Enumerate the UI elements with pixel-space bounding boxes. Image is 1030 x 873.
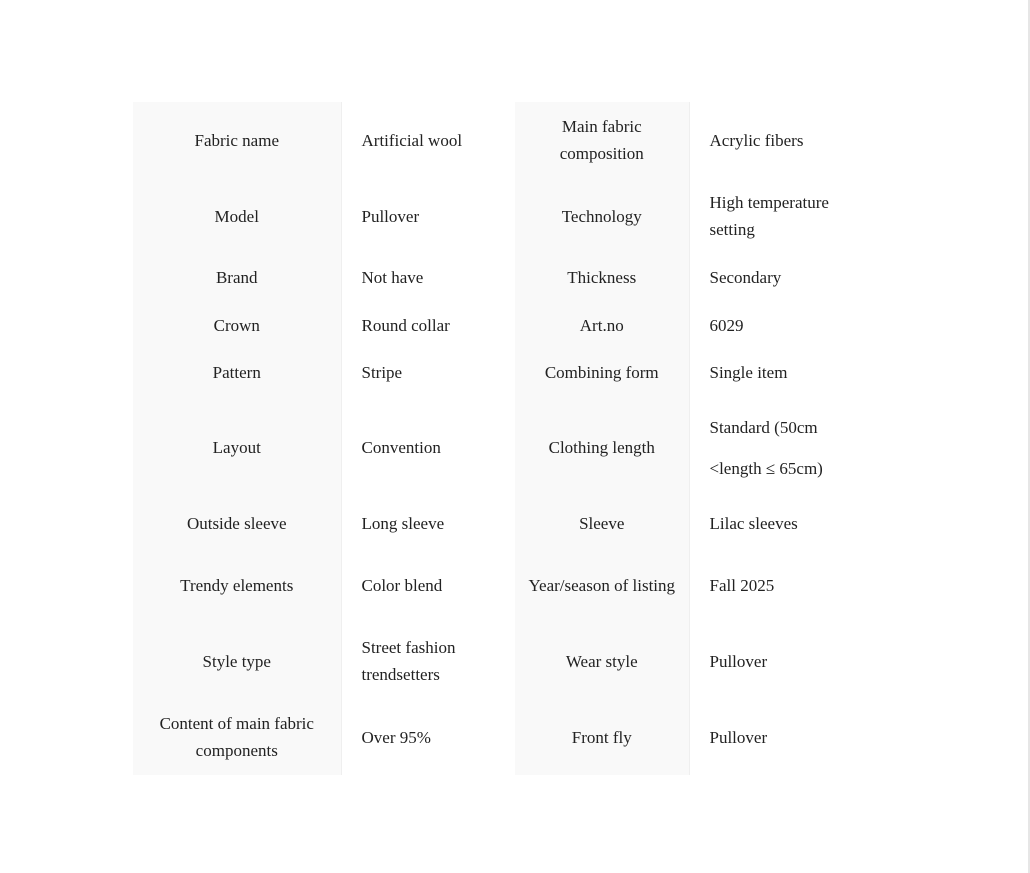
spec-label: Technology bbox=[515, 178, 689, 254]
table-row bbox=[133, 178, 865, 254]
spec-value: High temperature setting bbox=[689, 178, 865, 254]
table-row bbox=[133, 699, 865, 775]
spec-label: Trendy elements bbox=[133, 547, 341, 623]
spec-label: Fabric name bbox=[133, 102, 341, 178]
spec-label: Brand bbox=[133, 254, 341, 301]
spec-value: Single item bbox=[689, 349, 865, 396]
spec-value: Artificial wool bbox=[341, 102, 515, 178]
spec-value: Convention bbox=[341, 396, 515, 499]
spec-value: Secondary bbox=[689, 254, 865, 301]
spec-value: Pullover bbox=[689, 699, 865, 775]
table-row bbox=[133, 349, 865, 396]
table-row bbox=[133, 102, 865, 178]
spec-label: Sleeve bbox=[515, 499, 689, 547]
table-row bbox=[133, 623, 865, 699]
spec-label: Art.no bbox=[515, 301, 689, 349]
spec-label: Wear style bbox=[515, 623, 689, 699]
spec-label: Thickness bbox=[515, 254, 689, 301]
spec-label: Pattern bbox=[133, 349, 341, 396]
spec-value: Stripe bbox=[341, 349, 515, 396]
spec-label: Outside sleeve bbox=[133, 499, 341, 547]
spec-value: Acrylic fibers bbox=[689, 102, 865, 178]
table-row bbox=[133, 301, 865, 349]
spec-label: Clothing length bbox=[515, 396, 689, 499]
spec-label: Main fabric composition bbox=[515, 102, 689, 178]
table-row bbox=[133, 547, 865, 623]
spec-label: Model bbox=[133, 178, 341, 254]
spec-label: Crown bbox=[133, 301, 341, 349]
spec-value: Pullover bbox=[341, 178, 515, 254]
spec-label: Content of main fabric components bbox=[133, 699, 341, 775]
spec-value: Over 95% bbox=[341, 699, 515, 775]
spec-value: Round collar bbox=[341, 301, 515, 349]
table-row bbox=[133, 254, 865, 301]
spec-label: Year/season of listing bbox=[515, 547, 689, 623]
spec-value: Not have bbox=[341, 254, 515, 301]
spec-label: Combining form bbox=[515, 349, 689, 396]
spec-value: Street fashion trendsetters bbox=[341, 623, 515, 699]
spec-value: 6029 bbox=[689, 301, 865, 349]
table-row bbox=[133, 499, 865, 547]
spec-label: Style type bbox=[133, 623, 341, 699]
spec-value: Color blend bbox=[341, 547, 515, 623]
spec-value: Pullover bbox=[689, 623, 865, 699]
product-spec-table bbox=[133, 102, 865, 775]
spec-label: Layout bbox=[133, 396, 341, 499]
spec-value: Long sleeve bbox=[341, 499, 515, 547]
spec-label: Front fly bbox=[515, 699, 689, 775]
spec-value: Lilac sleeves bbox=[689, 499, 865, 547]
spec-value: Fall 2025 bbox=[689, 547, 865, 623]
table-row bbox=[133, 396, 865, 499]
spec-value: Standard (50cm <length ≤ 65cm) bbox=[689, 396, 865, 499]
